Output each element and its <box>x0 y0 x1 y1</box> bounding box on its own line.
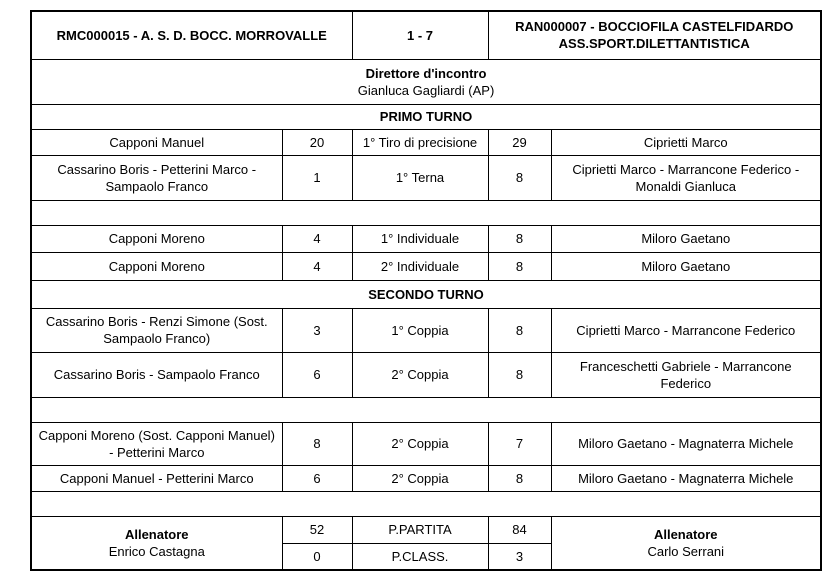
away-score: 8 <box>488 308 551 352</box>
score-table <box>30 10 822 571</box>
home-players: Capponi Manuel <box>31 129 282 155</box>
away-team-line1: RAN000007 - BOCCIOFILA CASTELFIDARDO <box>515 19 794 35</box>
away-score: 8 <box>488 155 551 200</box>
home-players: Cassarino Boris - Sampaolo Franco <box>31 352 282 397</box>
match-row <box>31 225 821 252</box>
event-label: 1° Coppia <box>352 308 488 352</box>
away-players: Miloro Gaetano - Magnaterra Michele <box>551 422 821 465</box>
away-score: 29 <box>488 129 551 155</box>
event-label: 2° Coppia <box>352 422 488 465</box>
home-players: Cassarino Boris - Renzi Simone (Sost. Sampaolo Franco) <box>31 308 282 352</box>
home-score: 6 <box>282 465 352 491</box>
home-score: 6 <box>282 352 352 397</box>
away-coach-cell <box>551 516 821 570</box>
event-label: 1° Tiro di precisione <box>352 129 488 155</box>
away-players: Ciprietti Marco - Marrancone Federico - Monaldi Gianluca <box>551 155 821 200</box>
away-total-partita: 84 <box>488 516 551 543</box>
away-players: Franceschetti Gabriele - Marrancone Federico <box>551 352 821 397</box>
home-score: 4 <box>282 225 352 252</box>
partita-label: P.PARTITA <box>352 516 488 543</box>
empty-cell <box>31 200 821 225</box>
away-total-class: 3 <box>488 543 551 570</box>
event-label: 1° Terna <box>352 155 488 200</box>
teams-header-row <box>31 11 821 59</box>
event-label: 2° Coppia <box>352 352 488 397</box>
home-score: 1 <box>282 155 352 200</box>
away-players: Miloro Gaetano - Magnaterra Michele <box>551 465 821 491</box>
empty-cell <box>31 397 821 422</box>
away-score: 7 <box>488 422 551 465</box>
away-score: 8 <box>488 252 551 280</box>
empty-cell <box>31 491 821 516</box>
section-title-row <box>31 280 821 308</box>
director-label: Direttore d'incontro <box>365 65 487 81</box>
home-score: 3 <box>282 308 352 352</box>
match-row <box>31 155 821 200</box>
home-coach-name: Enrico Castagna <box>108 543 205 559</box>
home-team-name: RMC000015 - A. S. D. BOCC. MORROVALLE <box>31 11 352 59</box>
away-coach-name: Carlo Serrani <box>647 543 725 559</box>
primo-turno-title: PRIMO TURNO <box>31 104 821 129</box>
event-label: 2° Coppia <box>352 465 488 491</box>
home-coach-cell <box>31 516 282 570</box>
spacer-row <box>31 491 821 516</box>
away-players: Ciprietti Marco <box>551 129 821 155</box>
section-title-row <box>31 104 821 129</box>
match-row <box>31 129 821 155</box>
match-row <box>31 465 821 491</box>
home-score: 20 <box>282 129 352 155</box>
match-row <box>31 422 821 465</box>
director-row <box>31 59 821 104</box>
away-coach-label: Allenatore <box>653 526 718 542</box>
match-row <box>31 252 821 280</box>
home-players: Capponi Moreno <box>31 225 282 252</box>
away-players: Miloro Gaetano <box>551 252 821 280</box>
home-players: Cassarino Boris - Petterini Marco - Sampaolo Franco <box>31 155 282 200</box>
totals-row <box>31 516 821 543</box>
home-total-class: 0 <box>282 543 352 570</box>
secondo-turno-title: SECONDO TURNO <box>31 280 821 308</box>
home-players: Capponi Moreno <box>31 252 282 280</box>
match-row <box>31 352 821 397</box>
away-team-line2: ASS.SPORT.DILETTANTISTICA <box>558 36 750 52</box>
home-coach-label: Allenatore <box>124 526 189 542</box>
director-name: Gianluca Gagliardi (AP) <box>357 82 495 98</box>
home-players: Capponi Moreno (Sost. Capponi Manuel) - Petterini Marco <box>31 422 282 465</box>
match-row <box>31 308 821 352</box>
event-label: 2° Individuale <box>352 252 488 280</box>
spacer-row <box>31 200 821 225</box>
away-score: 8 <box>488 352 551 397</box>
away-players: Miloro Gaetano <box>551 225 821 252</box>
match-score: 1 - 7 <box>352 11 488 59</box>
home-total-partita: 52 <box>282 516 352 543</box>
away-players: Ciprietti Marco - Marrancone Federico <box>551 308 821 352</box>
away-team-name <box>488 11 821 59</box>
spacer-row <box>31 397 821 422</box>
away-score: 8 <box>488 225 551 252</box>
away-score: 8 <box>488 465 551 491</box>
class-label: P.CLASS. <box>352 543 488 570</box>
home-players: Capponi Manuel - Petterini Marco <box>31 465 282 491</box>
home-score: 4 <box>282 252 352 280</box>
event-label: 1° Individuale <box>352 225 488 252</box>
match-director-cell <box>31 59 821 104</box>
home-score: 8 <box>282 422 352 465</box>
